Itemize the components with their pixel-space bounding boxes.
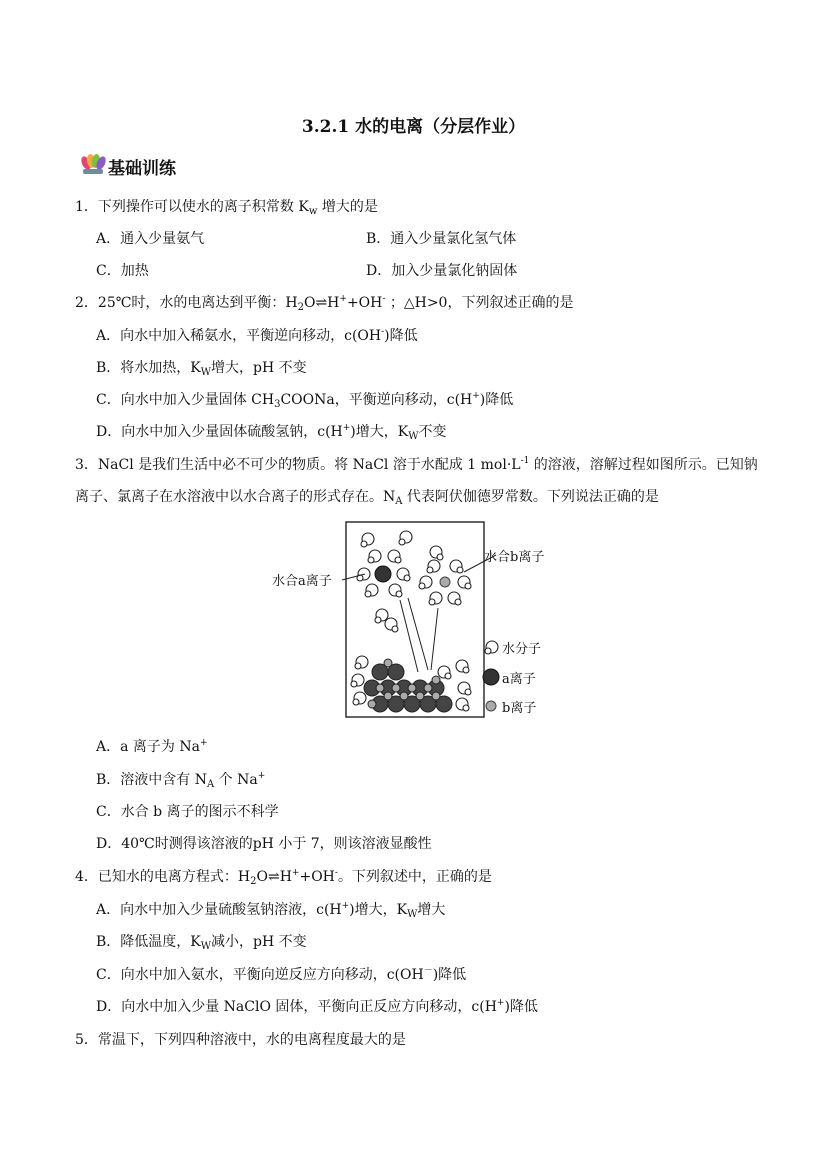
nacl-dissolution-figure xyxy=(268,520,558,720)
question-1-stem: 1．下列操作可以使水的离子积常数 $K_w$ 增大的是 xyxy=(75,199,378,217)
q4-option-a: A．向水中加入少量硫酸氢钠溶液，c(H+)增大，$K_W$增大 xyxy=(96,901,446,920)
q2-option-a: A．向水中加入稀氨水，平衡逆向移动，c(OH-)降低 xyxy=(96,327,418,344)
q1-option-d: D．加入少量氯化钠固体 xyxy=(366,263,518,279)
label-hydrated-a-ion: 水合a离子 xyxy=(272,574,332,589)
legend-a-ion: a离子 xyxy=(502,672,536,687)
section-label: 基础训练 xyxy=(108,159,176,179)
question-3-stem-line1: 3．NaCl 是我们生活中必不可少的物质。将 NaCl 溶于水配成 1 $mol\cdot L^{-1}$ 的溶液，溶解过程如图所示。已知钠 xyxy=(75,456,758,473)
q2-option-b: B．将水加热，$K_W$增大，pH 不变 xyxy=(96,360,307,378)
q3-option-b: B．溶液中含有 $N_A$ 个 Na+ xyxy=(96,771,266,790)
question-4-stem: 4．已知水的电离方程式：$H_2O\rightleftharpoons H^++OH^-$。下列叙述中，正确的是 xyxy=(75,868,492,887)
q1-option-b: B．通入少量氯化氢气体 xyxy=(366,231,517,247)
legend-water-molecule: 水分子 xyxy=(502,642,542,657)
q4-option-c: C．向水中加入氨水，平衡向逆反应方向移动，c(OH－)降低 xyxy=(96,966,467,983)
page-title: 3.2.1 水的电离（分层作业） xyxy=(301,117,526,137)
question-2-stem: 2．25℃时，水的电离达到平衡：$H_2O\rightleftharpoons H^++OH^-$ ；△H>0，下列叙述正确的是 xyxy=(75,294,574,313)
q4-option-d: D．向水中加入少量 NaClO 固体，平衡向正反应方向移动，c(H+)降低 xyxy=(96,998,538,1015)
q2-option-c: C．向水中加入少量固体 $CH_3COONa$，平衡逆向移动，c(H+)降低 xyxy=(96,391,514,410)
q3-option-a: A．a 离子为 Na+ xyxy=(96,738,208,755)
q3-option-c: C．水合 b 离子的图示不科学 xyxy=(96,804,279,820)
question-5-stem: 5．常温下，下列四种溶液中，水的电离程度最大的是 xyxy=(75,1032,406,1048)
q1-option-a: A．通入少量氨气 xyxy=(96,231,205,247)
q1-option-c: C．加热 xyxy=(96,263,149,279)
section-flower-icon xyxy=(80,153,106,175)
q3-option-d: D．40℃时测得该溶液的pH 小于 7，则该溶液显酸性 xyxy=(96,836,432,852)
legend-b-ion: b离子 xyxy=(502,701,537,716)
q2-option-d: D．向水中加入少量固体硫酸氢钠，c(H+)增大，$K_W$不变 xyxy=(96,423,447,442)
label-hydrated-b-ion: 水合b离子 xyxy=(484,550,545,565)
q4-option-b: B．降低温度，$K_W$减小，pH 不变 xyxy=(96,934,307,952)
question-3-stem-line2: 离子、氯离子在水溶液中以水合离子的形式存在。$N_A$ 代表阿伏伽德罗常数。下列说法正确的是 xyxy=(75,489,659,507)
